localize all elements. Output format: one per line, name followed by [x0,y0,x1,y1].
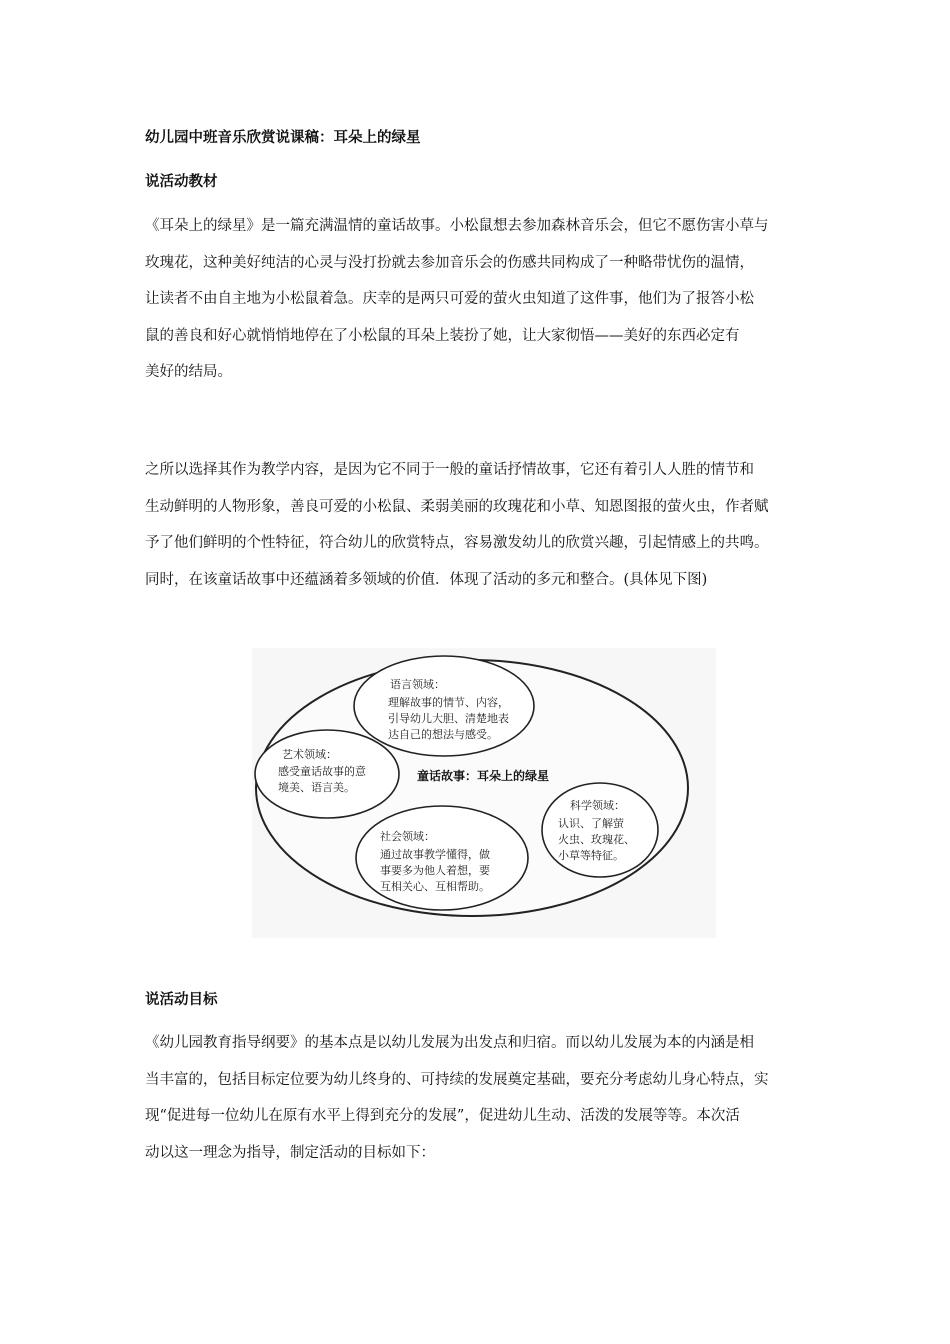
text-line: 《幼儿园教育指导纲要》的基本点是以幼儿发展为出发点和归宿。而以幼儿发展为本的内涵是相 [145,1035,754,1051]
text-line: 生动鲜明的人物形象，善良可爱的小松鼠、柔弱美丽的玫瑰花和小草、知恩图报的萤火虫，作者赋 [145,498,769,515]
materials-paragraph-2 [145,452,817,598]
science-domain-line: 火虫、玫瑰花、 [558,833,635,846]
social-domain-line: 事要多为他人着想，要 [380,864,490,877]
social-domain-line: 互相关心、互相帮助。 [380,880,490,893]
language-domain-title: 语言领域： [390,678,445,691]
science-domain-line: 小草等特征。 [558,849,624,862]
language-domain-line: 理解故事的情节、内容， [388,696,509,709]
text-line: 同时，在该童话故事中还蕴涵着多领域的价值．体现了活动的多元和整合。(具体见下图) [145,571,708,588]
goals-paragraph [145,1025,817,1171]
text-line: 现“促进每一位幼儿在原有水平上得到充分的发展”，促进幼儿生动、活泼的发展等等。本次活 [145,1108,740,1124]
social-domain-title: 社会领域： [380,830,435,843]
text-line: 鼠的善良和好心就悄悄地停在了小松鼠的耳朵上装扮了她，让大家彻悟——美好的东西必定有 [145,327,740,344]
materials-paragraph-1 [145,208,817,391]
text-line: 当丰富的，包括目标定位要为幼儿终身的、可持续的发展奠定基础，要充分考虑幼儿身心特点，实 [145,1071,769,1088]
text-line: 予了他们鲜明的个性特征，符合幼儿的欣赏特点，容易激发幼儿的欣赏兴趣，引起情感上的共鸣。 [145,535,769,551]
document-title: 幼儿园中班音乐欣赏说课稿：耳朵上的绿星 [145,130,421,146]
text-line: 《耳朵上的绿星》是一篇充满温情的童话故事。小松鼠想去参加森林音乐会，但它不愿伤害小草与 [145,218,769,234]
text-line: 美好的结局。 [145,364,232,380]
text-line: 动以这一理念为指导，制定活动的目标如下： [145,1144,435,1161]
domain-diagram [252,648,716,938]
science-domain-line: 认识、了解萤 [558,817,624,830]
art-domain-title: 艺术领域： [282,748,337,761]
domain-diagram-svg [252,648,716,938]
art-domain-line: 境美、语言美。 [278,781,355,794]
science-domain-title: 科学领域： [570,799,625,812]
text-line: 之所以选择其作为教学内容，是因为它不同于一般的童话抒情故事，它还有着引人人胜的情节和 [145,462,754,478]
language-domain-line: 引导幼儿大胆、清楚地表 [388,712,509,725]
science-domain-circle [542,783,658,877]
text-line: 让读者不由自主地为小松鼠着急。庆幸的是两只可爱的萤火虫知道了这件事，他们为了报答小松 [145,291,754,307]
language-domain-line: 达自己的想法与感受。 [388,728,498,741]
text-line: 玫瑰花，这种美好纯洁的心灵与没打扮就去参加音乐会的伤感共同构成了一种略带忧伤的温情， [145,254,754,271]
section-heading-materials: 说活动教材 [145,174,218,190]
art-domain-line: 感受童话故事的意 [278,765,366,778]
social-domain-line: 通过故事教学懂得，做 [380,848,490,861]
diagram-center-label: 童话故事：耳朵上的绿星 [417,769,550,783]
section-heading-goals: 说活动目标 [145,992,218,1008]
